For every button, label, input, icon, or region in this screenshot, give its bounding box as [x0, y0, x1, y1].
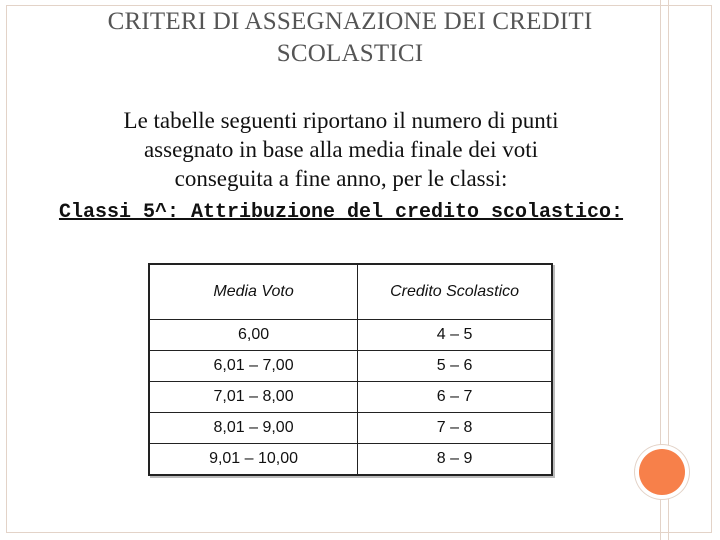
table-cell: 6,00 [149, 320, 358, 351]
slide-title [30, 6, 670, 70]
table-row [149, 413, 552, 444]
table-row [149, 444, 552, 476]
table-cell: 6 – 7 [358, 382, 552, 413]
table-row [149, 320, 552, 351]
table-header: Credito Scolastico [358, 264, 552, 320]
intro-line: Le tabelle seguenti riportano il numero di punti [123, 108, 559, 133]
table-cell: 9,01 – 10,00 [149, 444, 358, 476]
table-cell: 5 – 6 [358, 351, 552, 382]
table-header-row [149, 264, 552, 320]
table-row [149, 382, 552, 413]
subtitle-text: Classi 5^: Attribuzione del credito scolastico: [58, 201, 624, 224]
intro-line: conseguita a fine anno, per le classi: [174, 166, 508, 191]
credit-table [148, 263, 553, 476]
intro-line: assegnato in base alla media finale dei voti [143, 137, 539, 162]
table-cell: 7,01 – 8,00 [149, 382, 358, 413]
table-cell: 8 – 9 [358, 444, 552, 476]
subtitle [36, 195, 646, 227]
decor-circle [639, 449, 685, 495]
table-cell: 6,01 – 7,00 [149, 351, 358, 382]
table-cell: 4 – 5 [358, 320, 552, 351]
table-cell: 8,01 – 9,00 [149, 413, 358, 444]
title-line: CRITERI DI ASSEGNAZIONE DEI CREDITI [107, 8, 593, 35]
table-cell: 7 – 8 [358, 413, 552, 444]
table-row [149, 351, 552, 382]
table-header: Media Voto [149, 264, 358, 320]
intro-text [36, 106, 646, 193]
title-line: SCOLASTICI [276, 40, 424, 67]
